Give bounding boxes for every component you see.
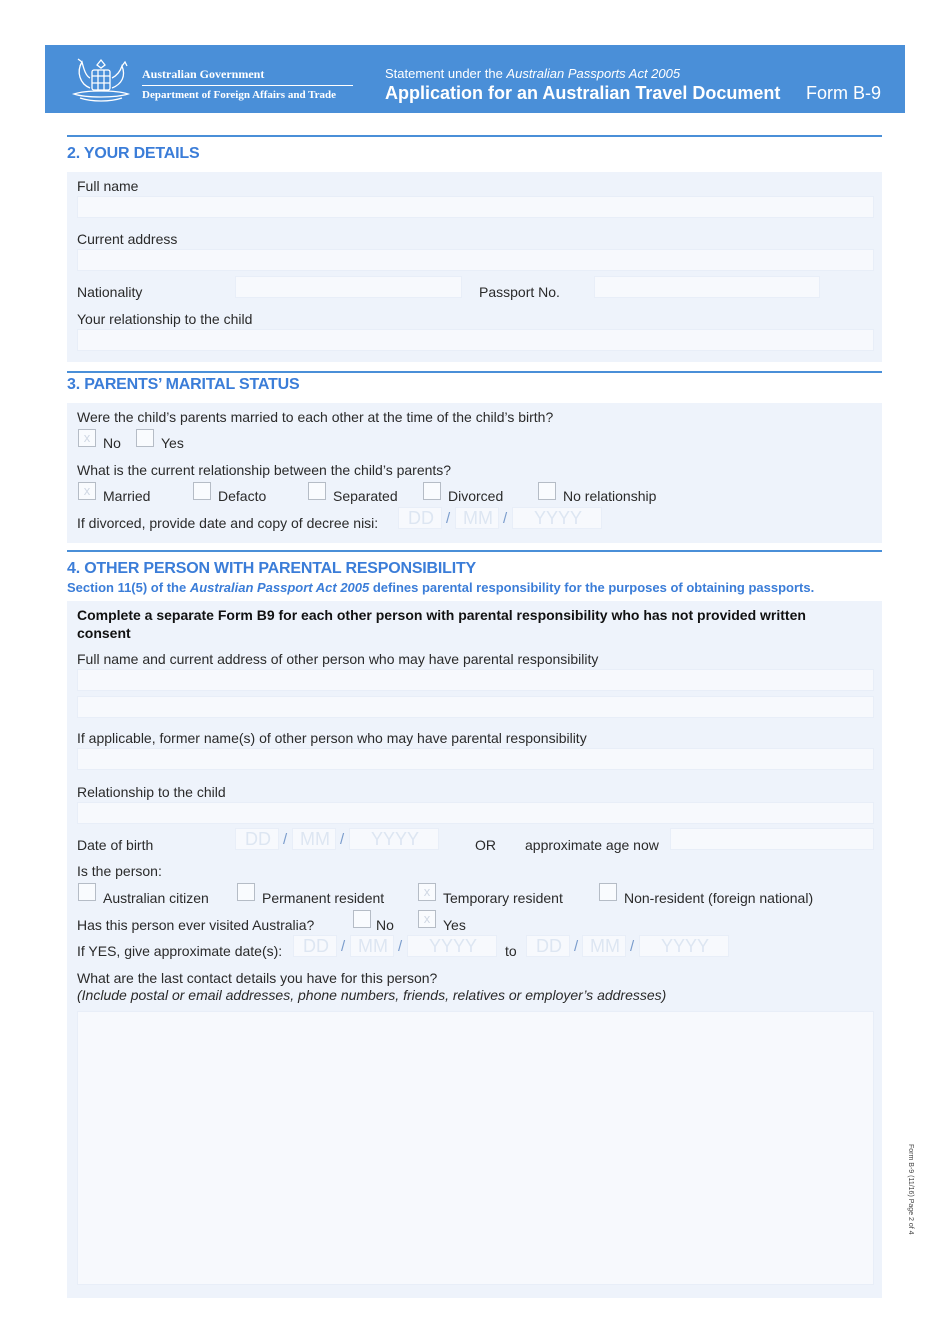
nationality-input[interactable] <box>235 276 462 298</box>
visit-dates-label: If YES, give approximate date(s): <box>77 943 283 959</box>
no-relationship-label: No relationship <box>563 488 657 504</box>
defacto-label: Defacto <box>218 488 267 504</box>
divorce-year-input[interactable] <box>512 507 602 529</box>
contact-details-textarea[interactable] <box>77 1011 874 1285</box>
current-relationship-question: What is the current relationship between the child’s parents? <box>77 462 452 478</box>
section-3-rule <box>67 371 882 373</box>
passport-no-input[interactable] <box>594 276 820 298</box>
divorced-checkbox[interactable] <box>423 482 441 500</box>
non-resident-label: Non-resident (foreign national) <box>624 890 814 906</box>
current-address-input[interactable] <box>77 249 874 271</box>
other-relationship-label: Relationship to the child <box>77 784 226 800</box>
divorce-year-placeholder: YYYY <box>534 508 583 528</box>
form-number: Form B-9 <box>806 83 882 103</box>
divorced-label: Divorced <box>448 488 504 504</box>
section-4-rule <box>67 550 882 552</box>
to-label: to <box>505 943 517 959</box>
date-separator: / <box>446 510 451 527</box>
citizen-checkbox[interactable] <box>78 883 96 901</box>
married-at-birth-question: Were the child’s parents married to each other at the time of the child’s birth? <box>77 409 554 425</box>
other-person-name-address-input-1[interactable] <box>77 669 874 691</box>
contact-details-note: (Include postal or email addresses, phone numbers, friends, relatives or employer’s addresses) <box>77 987 667 1003</box>
visit-from-day-placeholder: DD <box>303 936 329 956</box>
full-name-label: Full name <box>77 178 139 194</box>
defacto-checkbox[interactable] <box>193 482 211 500</box>
visited-no-label: No <box>376 917 394 933</box>
divorce-day-placeholder: DD <box>408 508 434 528</box>
gov-divider <box>142 85 353 86</box>
temporary-resident-checkbox[interactable]: x <box>418 883 436 901</box>
divorce-month-placeholder: MM <box>463 508 493 528</box>
date-separator: / <box>503 510 508 527</box>
visit-from-day-input[interactable] <box>293 935 337 957</box>
section-3-heading: 3. PARENTS’ MARITAL STATUS <box>67 376 300 393</box>
passport-no-label: Passport No. <box>479 284 560 300</box>
is-person-label: Is the person: <box>77 863 162 879</box>
contact-details-question: What are the last contact details you have for this person? <box>77 970 438 986</box>
dob-month-placeholder: MM <box>300 829 330 849</box>
date-separator: / <box>283 831 288 848</box>
visit-from-month-placeholder: MM <box>358 936 388 956</box>
dob-month-input[interactable] <box>292 828 336 850</box>
married-at-birth-yes-label: Yes <box>161 435 184 451</box>
married-checkbox[interactable]: x <box>78 482 96 500</box>
or-label: OR <box>475 837 496 853</box>
permanent-resident-label: Permanent resident <box>262 890 385 906</box>
dob-day-input[interactable] <box>235 828 279 850</box>
current-address-label: Current address <box>77 231 178 247</box>
gov-name: Australian Government <box>142 67 265 81</box>
visit-to-day-input[interactable] <box>526 935 570 957</box>
permanent-resident-checkbox[interactable] <box>237 883 255 901</box>
married-at-birth-yes-checkbox[interactable] <box>136 429 154 447</box>
former-names-input[interactable] <box>77 748 874 770</box>
dept-name: Department of Foreign Affairs and Trade <box>142 89 337 101</box>
visit-from-year-placeholder: YYYY <box>429 936 478 956</box>
coat-of-arms-icon <box>66 54 136 106</box>
relationship-input[interactable] <box>77 329 874 351</box>
married-at-birth-no-checkbox[interactable]: x <box>78 429 96 447</box>
former-names-label: If applicable, former name(s) of other person who may have parental responsibility <box>77 730 587 746</box>
dob-year-input[interactable] <box>349 828 439 850</box>
full-name-input[interactable] <box>77 196 874 218</box>
visit-to-day-placeholder: DD <box>536 936 562 956</box>
dob-day-placeholder: DD <box>245 829 271 849</box>
visited-yes-checkbox[interactable]: x <box>418 910 436 928</box>
nationality-label: Nationality <box>77 284 143 300</box>
visited-question: Has this person ever visited Australia? <box>77 917 315 933</box>
visit-to-month-placeholder: MM <box>590 936 620 956</box>
dob-year-placeholder: YYYY <box>371 829 420 849</box>
separated-label: Separated <box>333 488 398 504</box>
other-relationship-input[interactable] <box>77 802 874 824</box>
section-4-heading: 4. OTHER PERSON WITH PARENTAL RESPONSIBILITY <box>67 560 477 577</box>
divorce-month-input[interactable] <box>455 507 499 529</box>
divorce-date-label: If divorced, provide date and copy of decree nisi: <box>77 515 379 531</box>
non-resident-checkbox[interactable] <box>599 883 617 901</box>
date-separator: / <box>341 938 346 955</box>
section-2-heading: 2. YOUR DETAILS <box>67 145 200 162</box>
married-at-birth-no-label: No <box>103 435 121 451</box>
no-relationship-checkbox[interactable] <box>538 482 556 500</box>
other-person-name-address-label: Full name and current address of other person who may have parental responsibility <box>77 651 599 667</box>
date-separator: / <box>630 938 635 955</box>
date-separator: / <box>398 938 403 955</box>
citizen-label: Australian citizen <box>103 890 209 906</box>
separate-form-note: Complete a separate Form B9 for each other person with parental responsibility who has not provided written consent <box>77 607 806 641</box>
application-title: Application for an Australian Travel Document <box>385 83 781 103</box>
section-2-rule <box>67 135 882 137</box>
visit-to-year-input[interactable] <box>639 935 729 957</box>
visit-to-month-input[interactable] <box>582 935 626 957</box>
visit-to-year-placeholder: YYYY <box>661 936 710 956</box>
visited-no-checkbox[interactable] <box>353 910 371 928</box>
date-separator: / <box>340 831 345 848</box>
visit-from-year-input[interactable] <box>407 935 497 957</box>
divorce-day-input[interactable] <box>398 507 442 529</box>
visited-yes-label: Yes <box>443 917 466 933</box>
relationship-label: Your relationship to the child <box>77 311 253 327</box>
section-4-subheading: Section 11(5) of the Australian Passport Act 2005 defines parental responsibility for the purposes of obtaining passports. <box>67 580 815 595</box>
visit-from-month-input[interactable] <box>350 935 394 957</box>
dob-label: Date of birth <box>77 837 154 853</box>
statement-line: Statement under the Australian Passports Act 2005 <box>385 66 681 81</box>
approx-age-label: approximate age now <box>525 837 659 853</box>
date-separator: / <box>574 938 579 955</box>
page-footer-note: Form B-9 (11/16) Page 2 of 4 <box>907 1144 914 1235</box>
temporary-resident-label: Temporary resident <box>443 890 563 906</box>
other-person-name-address-input-2[interactable] <box>77 696 874 718</box>
approx-age-input[interactable] <box>670 828 874 850</box>
married-label: Married <box>103 488 151 504</box>
separated-checkbox[interactable] <box>308 482 326 500</box>
